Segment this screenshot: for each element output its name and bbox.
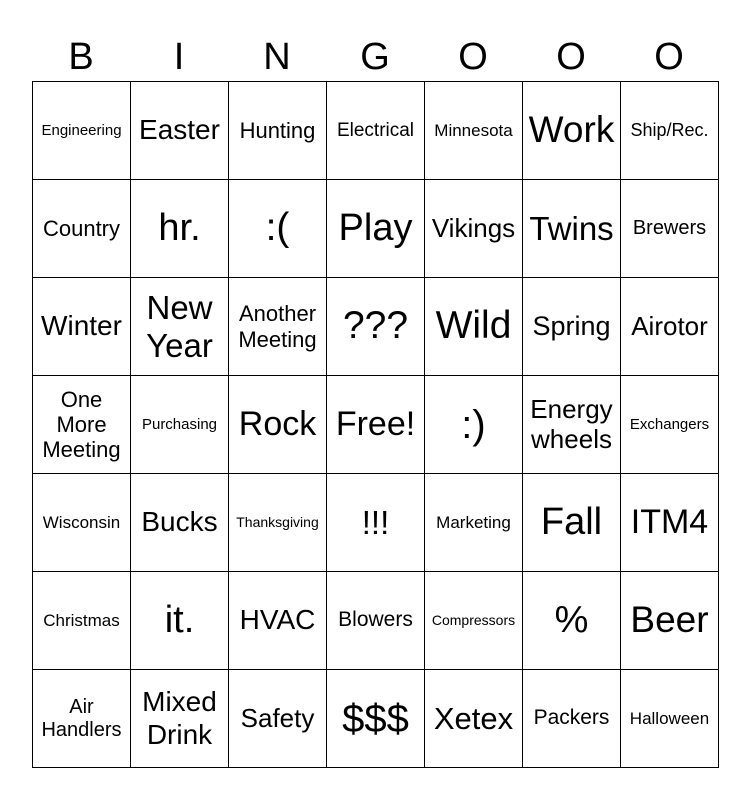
bingo-cell[interactable]: Beer	[621, 572, 719, 670]
bingo-cell[interactable]: Christmas	[33, 572, 131, 670]
header-letter-b: B	[68, 36, 94, 78]
bingo-cell[interactable]: Air Handlers	[33, 670, 131, 768]
bingo-cell[interactable]: New Year	[131, 278, 229, 376]
bingo-cell[interactable]: :(	[229, 180, 327, 278]
bingo-cell[interactable]: Energy wheels	[523, 376, 621, 474]
bingo-cell[interactable]: Minnesota	[425, 82, 523, 180]
bingo-cell[interactable]: ITM4	[621, 474, 719, 572]
bingo-cell[interactable]: Safety	[229, 670, 327, 768]
bingo-cell[interactable]: Blowers	[327, 572, 425, 670]
bingo-cell[interactable]: Compressors	[425, 572, 523, 670]
bingo-cell[interactable]: Work	[523, 82, 621, 180]
bingo-cell[interactable]: Brewers	[621, 180, 719, 278]
bingo-cell[interactable]: Bucks	[131, 474, 229, 572]
bingo-cell[interactable]: Electrical	[327, 82, 425, 180]
bingo-cell[interactable]: %	[523, 572, 621, 670]
bingo-cell[interactable]: Wild	[425, 278, 523, 376]
header-letter-n: N	[263, 36, 291, 78]
bingo-cell[interactable]: Xetex	[425, 670, 523, 768]
bingo-cell[interactable]: Mixed Drink	[131, 670, 229, 768]
bingo-cell[interactable]: Fall	[523, 474, 621, 572]
bingo-cell[interactable]: Ship/Rec.	[621, 82, 719, 180]
bingo-cell[interactable]: it.	[131, 572, 229, 670]
bingo-cell[interactable]: Spring	[523, 278, 621, 376]
bingo-cell[interactable]: Another Meeting	[229, 278, 327, 376]
bingo-cell[interactable]: Airotor	[621, 278, 719, 376]
bingo-cell[interactable]: One More Meeting	[33, 376, 131, 474]
bingo-cell[interactable]: Marketing	[425, 474, 523, 572]
header-letter-o1: O	[458, 36, 488, 78]
bingo-cell[interactable]: Country	[33, 180, 131, 278]
bingo-cell[interactable]: Twins	[523, 180, 621, 278]
bingo-cell[interactable]: Vikings	[425, 180, 523, 278]
header-letter-o3: O	[654, 36, 684, 78]
bingo-cell[interactable]: :)	[425, 376, 523, 474]
bingo-cell[interactable]: Free!	[327, 376, 425, 474]
bingo-cell[interactable]: Thanksgiving	[229, 474, 327, 572]
bingo-cell[interactable]: !!!	[327, 474, 425, 572]
bingo-cell[interactable]: $$$	[327, 670, 425, 768]
bingo-cell[interactable]: Play	[327, 180, 425, 278]
bingo-cell[interactable]: ???	[327, 278, 425, 376]
bingo-cell[interactable]: Engineering	[33, 82, 131, 180]
bingo-cell[interactable]: Wisconsin	[33, 474, 131, 572]
header-letter-i: I	[173, 36, 185, 78]
header-letter-o2: O	[556, 36, 586, 78]
bingo-cell[interactable]: HVAC	[229, 572, 327, 670]
bingo-cell[interactable]: Rock	[229, 376, 327, 474]
bingo-cell[interactable]: Halloween	[621, 670, 719, 768]
bingo-cell[interactable]: Hunting	[229, 82, 327, 180]
bingo-cell[interactable]: Easter	[131, 82, 229, 180]
bingo-cell[interactable]: hr.	[131, 180, 229, 278]
bingo-cell[interactable]: Purchasing	[131, 376, 229, 474]
bingo-cell[interactable]: Packers	[523, 670, 621, 768]
bingo-card	[32, 81, 719, 768]
bingo-cell[interactable]: Winter	[33, 278, 131, 376]
header-letter-g: G	[360, 36, 390, 78]
bingo-header	[32, 32, 720, 82]
bingo-cell[interactable]: Exchangers	[621, 376, 719, 474]
